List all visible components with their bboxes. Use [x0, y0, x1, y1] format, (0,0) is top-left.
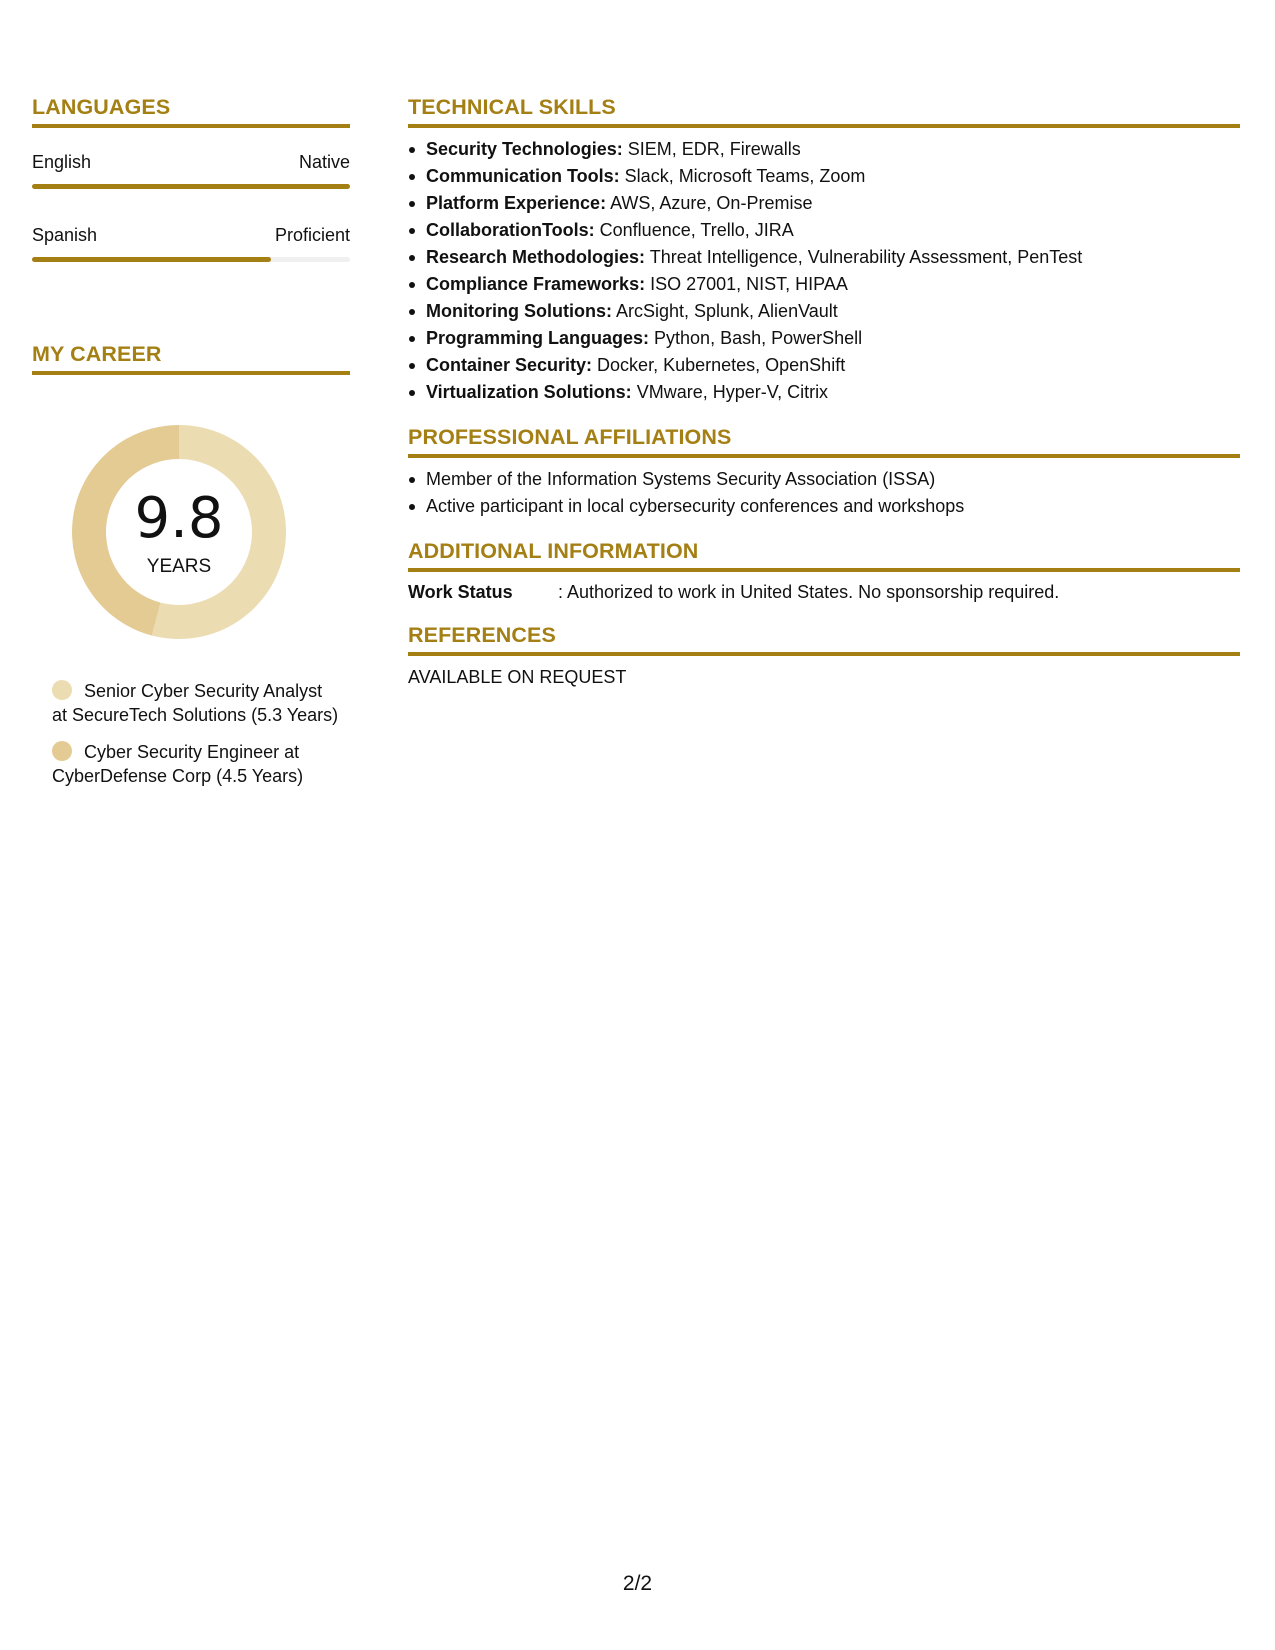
skill-category: Platform Experience: [426, 193, 607, 213]
additional-info-heading: ADDITIONAL INFORMATION [408, 539, 1240, 572]
right-column [408, 95, 1240, 689]
skill-values: AWS, Azure, On-Premise [606, 193, 813, 213]
skill-values: Threat Intelligence, Vulnerability Assessment, PenTest [645, 247, 1083, 267]
skill-category: CollaborationTools: [426, 220, 595, 240]
skill-values: ArcSight, Splunk, AlienVault [611, 301, 838, 321]
career-total-unit: YEARS [146, 556, 212, 577]
skill-category: Compliance Frameworks: [426, 274, 646, 294]
work-status-row [408, 580, 1240, 604]
affiliations-section [408, 425, 1240, 520]
technical-skills-list [408, 136, 1240, 406]
skill-category: Monitoring Solutions: [426, 301, 612, 321]
technical-skills-heading: TECHNICAL SKILLS [408, 95, 1240, 128]
skill-item [408, 352, 1240, 379]
skill-item [408, 271, 1240, 298]
skill-item [408, 190, 1240, 217]
language-level: Native [298, 152, 350, 172]
language-proficiency-bar [32, 257, 350, 262]
career-donut-chart [66, 419, 292, 645]
language-item-english [32, 151, 350, 189]
legend-dot-icon [52, 741, 72, 761]
skill-values: Slack, Microsoft Teams, Zoom [619, 166, 866, 186]
language-proficiency-fill [32, 257, 271, 262]
affiliation-item: Member of the Information Systems Security Association (ISSA) [408, 466, 1240, 493]
page-number: 2/2 [622, 1572, 653, 1595]
work-status-label: Work Status [408, 582, 513, 602]
skill-values: Docker, Kubernetes, OpenShift [592, 355, 846, 375]
skill-values: Confluence, Trello, JIRA [594, 220, 794, 240]
skill-values: VMware, Hyper-V, Citrix [631, 382, 829, 402]
skill-item [408, 244, 1240, 271]
affiliations-heading: PROFESSIONAL AFFILIATIONS [408, 425, 1240, 458]
skill-item [408, 136, 1240, 163]
career-legend-item [52, 740, 342, 788]
left-column [32, 95, 350, 801]
language-item-spanish [32, 224, 350, 262]
references-heading: REFERENCES [408, 623, 1240, 656]
language-proficiency-fill [32, 184, 350, 189]
career-heading: MY CAREER [32, 342, 350, 375]
career-legend [52, 679, 342, 788]
skill-category: Communication Tools: [426, 166, 620, 186]
language-level: Proficient [274, 225, 350, 245]
skill-item [408, 217, 1240, 244]
career-total-years: 9.8 [134, 486, 224, 551]
skill-item [408, 163, 1240, 190]
career-role-label: Cyber Security Engineer at CyberDefense Corp (4.5 Years) [52, 742, 304, 786]
career-role-label: Senior Cyber Security Analyst at SecureTech Solutions (5.3 Years) [52, 681, 339, 725]
additional-info-section [408, 539, 1240, 604]
references-text: AVAILABLE ON REQUEST [408, 667, 627, 687]
language-name: English [32, 152, 92, 172]
skill-values: Python, Bash, PowerShell [649, 328, 863, 348]
skill-values: SIEM, EDR, Firewalls [622, 139, 801, 159]
language-name: Spanish [32, 225, 98, 245]
donut-center [66, 419, 292, 645]
skill-item [408, 325, 1240, 352]
legend-dot-icon [52, 680, 72, 700]
references-section [408, 623, 1240, 689]
skill-values: ISO 27001, NIST, HIPAA [645, 274, 848, 294]
career-legend-item [52, 679, 342, 727]
skill-category: Programming Languages: [426, 328, 650, 348]
affiliation-item: Active participant in local cybersecurity conferences and workshops [408, 493, 1240, 520]
skill-category: Virtualization Solutions: [426, 382, 632, 402]
skill-category: Security Technologies: [426, 139, 623, 159]
affiliations-list [408, 466, 1240, 520]
language-proficiency-bar [32, 184, 350, 189]
skill-category: Research Methodologies: [426, 247, 646, 267]
skill-item [408, 379, 1240, 406]
skill-category: Container Security: [426, 355, 593, 375]
work-status-value: : Authorized to work in United States. No sponsorship required. [558, 582, 1060, 602]
skill-item [408, 298, 1240, 325]
languages-heading: LANGUAGES [32, 95, 350, 128]
